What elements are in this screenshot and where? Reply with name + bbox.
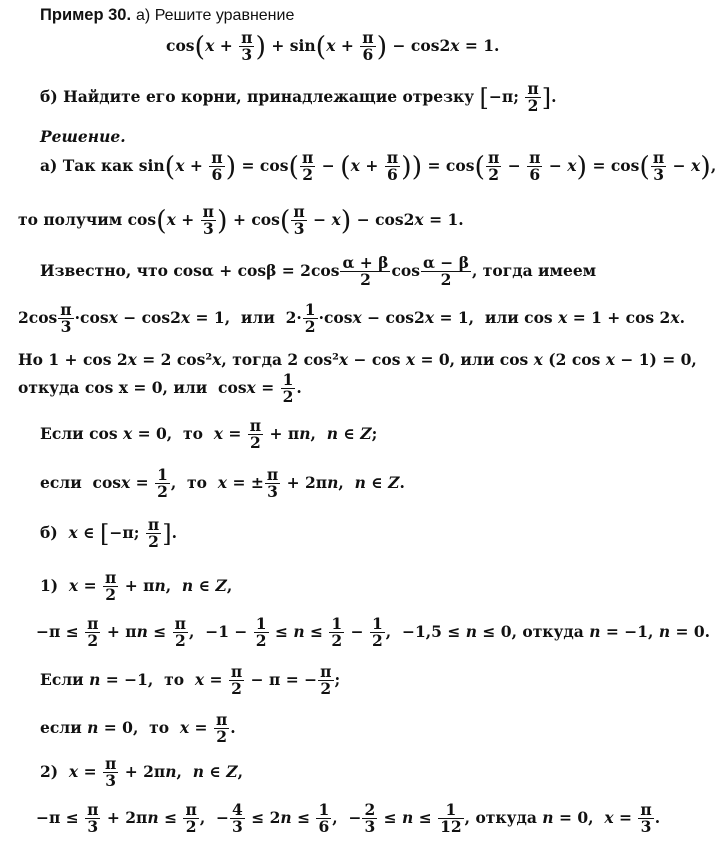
part-b-question: б) Найдите его корни, принадлежащие отрезку [−π; $\frac{\pi}{2}$ ]. [40, 79, 557, 116]
solution-line-6: откуда cos x = 0, или cosx = $\frac{1}{2}$ . [18, 370, 302, 407]
solution-line-13: если n = 0, то x = $\frac{\pi}{2}$ . [40, 710, 236, 747]
main-equation: cos(x + $\frac{\pi}{3}$ ) + sin(x + $\frac{\pi}{6}$ ) − cos2x = 1. [166, 28, 500, 65]
part-a-intro: а) Решите уравнение [136, 7, 295, 24]
solution-line-3: Известно, что cosα + cosβ = 2cos $\frac{\alpha + \beta}{2}$ cos $\frac{\alpha - \beta}{2}$ , тогда имеем [40, 253, 597, 290]
solution-line-15: −π ≤ $\frac{\pi}{3}$ + 2πn ≤ $\frac{\pi}{2}$ , − $\frac{4}{3}$ ≤ 2n ≤ $\frac{1}{6}$ , − $\frac{2}{3}$ ≤ n ≤ $\frac{1}{12}$ , откуда n = 0, x = $\frac{\pi}{3}$ . [36, 800, 661, 837]
solution-line-4: 2cos $\frac{\pi}{3}$ ·cosx − cos2x = 1, или 2· $\frac{1}{2}$ ·cosx − cos2x = 1, или cos x = 1 + cos 2x. [18, 300, 685, 337]
solution-line-11: −π ≤ $\frac{\pi}{2}$ + πn ≤ $\frac{\pi}{2}$ , −1 − $\frac{1}{2}$ ≤ n ≤ $\frac{1}{2}$ − $\frac{1}{2}$ , −1,5 ≤ n ≤ 0, откуда n = −1, n = 0. [36, 614, 711, 651]
solution-line-10: 1) x = $\frac{\pi}{2}$ + πn, n ∈ Z, [40, 568, 233, 605]
solution-line-8: если cosx = $\frac{1}{2}$ , то x = ± $\frac{\pi}{3}$ + 2πn, n ∈ Z. [40, 465, 405, 502]
example-title: Пример 30. [40, 6, 132, 24]
solution-line-9: б) x ∈ [−π; $\frac{\pi}{2}$ ]. [40, 515, 177, 552]
example-title-line [40, 6, 294, 25]
solution-heading: Решение. [40, 127, 126, 146]
solution-line-7: Если cos x = 0, то x = $\frac{\pi}{2}$ + πn, n ∈ Z; [40, 416, 378, 453]
solution-line-1: а) Так как sin(x + $\frac{\pi}{6}$ ) = cos( $\frac{\pi}{2}$ − (x + $\frac{\pi}{6}$ )) = cos( $\frac{\pi}{2}$ − $\frac{\pi}{6}$ − x) = cos( $\frac{\pi}{3}$ − x), [40, 148, 716, 185]
solution-line-5: Но 1 + cos 2x = 2 cos²x, тогда 2 cos²x − cos x = 0, или cos x (2 cos x − 1) = 0, [18, 350, 697, 369]
solution-line-2: то получим cos(x + $\frac{\pi}{3}$ ) + cos( $\frac{\pi}{3}$ − x) − cos2x = 1. [18, 202, 464, 239]
solution-line-14: 2) x = $\frac{\pi}{3}$ + 2πn, n ∈ Z, [40, 754, 244, 791]
solution-line-12: Если n = −1, то x = $\frac{\pi}{2}$ − π = − $\frac{\pi}{2}$ ; [40, 662, 341, 699]
